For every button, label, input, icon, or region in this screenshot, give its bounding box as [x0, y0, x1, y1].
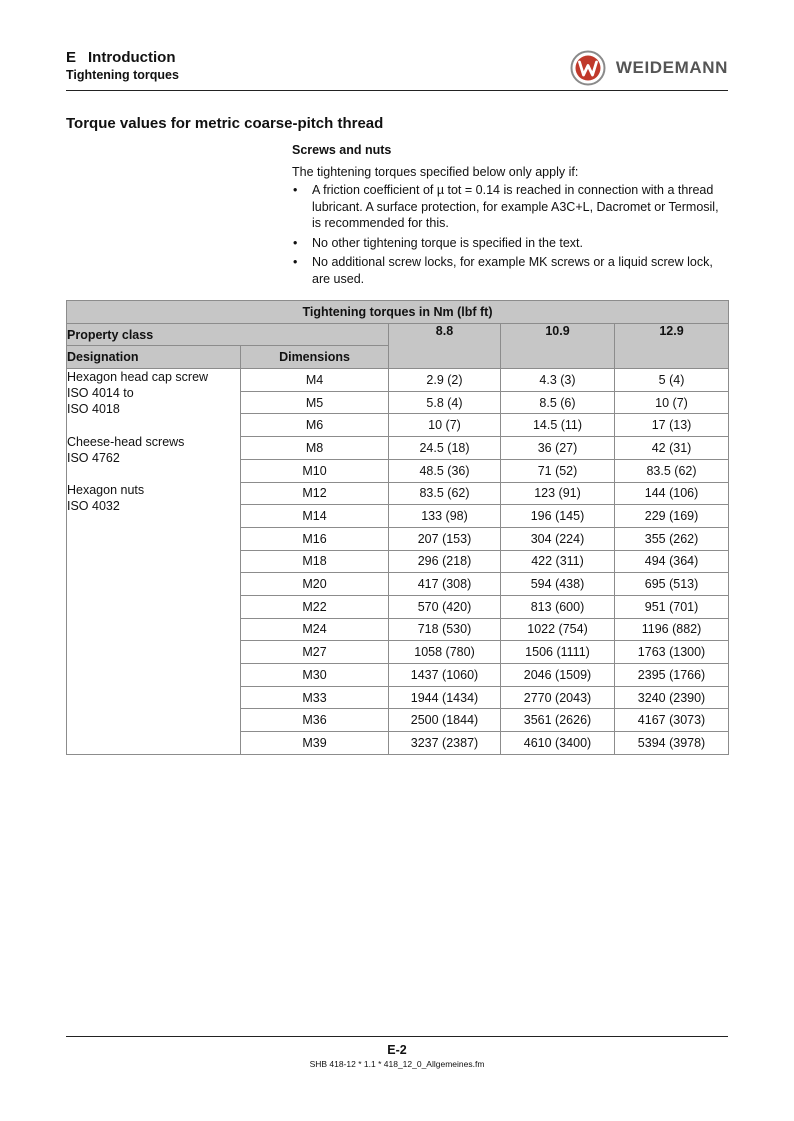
torque-cell-12-9: 695 (513): [615, 573, 729, 596]
designation-line: ISO 4014 to: [67, 386, 134, 401]
conditions-list: [292, 182, 728, 287]
weidemann-logo-icon: [570, 50, 606, 86]
torque-cell-12-9: 355 (262): [615, 527, 729, 550]
torque-cell-10-9: 304 (224): [501, 527, 615, 550]
torque-cell-10-9: 36 (27): [501, 437, 615, 460]
designation-spacer: [67, 466, 240, 482]
torque-cell-12-9: 229 (169): [615, 505, 729, 528]
dimension-cell: M36: [241, 709, 389, 732]
torque-cell-10-9: 4.3 (3): [501, 369, 615, 392]
footer-divider: [66, 1036, 728, 1037]
torque-cell-12-9: 1763 (1300): [615, 641, 729, 664]
designation-line: Cheese-head screws: [67, 434, 185, 449]
dimension-cell: M20: [241, 573, 389, 596]
designation-line: ISO 4018: [67, 402, 120, 417]
condition-item: • A friction coefficient of µ tot = 0.14 is reached in connection with a thread lubricant. A surface protection, for example A3C+L, Dacromet or Termosil, is recommended for this.: [292, 182, 728, 232]
class-header-8-8: 8.8: [389, 323, 501, 368]
dimension-cell: M27: [241, 641, 389, 664]
torque-cell-10-9: 123 (91): [501, 482, 615, 505]
class-header-10-9: 10.9: [501, 323, 615, 368]
header-divider: [66, 90, 728, 91]
designation-cell: [67, 369, 241, 755]
torque-cell-12-9: 5394 (3978): [615, 732, 729, 755]
dimension-cell: M16: [241, 527, 389, 550]
torque-cell-12-9: 5 (4): [615, 369, 729, 392]
designation-line: Hexagon head cap screw: [67, 370, 209, 385]
torque-cell-8-8: 417 (308): [389, 573, 501, 596]
designation-spacer: [67, 418, 240, 434]
dimension-cell: M5: [241, 391, 389, 414]
torque-cell-8-8: 718 (530): [389, 618, 501, 641]
intro-text: The tightening torques specified below only apply if:: [292, 164, 579, 179]
torque-cell-10-9: 8.5 (6): [501, 391, 615, 414]
torque-cell-8-8: 2500 (1844): [389, 709, 501, 732]
torque-cell-8-8: 24.5 (18): [389, 437, 501, 460]
torque-cell-8-8: 1437 (1060): [389, 664, 501, 687]
torque-cell-10-9: 3561 (2626): [501, 709, 615, 732]
torque-cell-12-9: 4167 (3073): [615, 709, 729, 732]
torque-cell-8-8: 570 (420): [389, 595, 501, 618]
chapter-letter: E: [66, 49, 77, 66]
torque-cell-8-8: 5.8 (4): [389, 391, 501, 414]
torque-table: [66, 300, 729, 755]
table-row: [67, 369, 729, 392]
torque-cell-8-8: 207 (153): [389, 527, 501, 550]
brand-logo: [570, 50, 728, 86]
torque-cell-10-9: 2770 (2043): [501, 686, 615, 709]
condition-item: • No additional screw locks, for example MK screws or a liquid screw lock, are used.: [292, 254, 728, 287]
torque-cell-10-9: 71 (52): [501, 459, 615, 482]
brand-name: WEIDEMANN: [615, 58, 728, 77]
torque-table-body: [67, 369, 729, 755]
torque-cell-8-8: 83.5 (62): [389, 482, 501, 505]
property-class-label: Property class: [67, 323, 389, 346]
torque-cell-10-9: 14.5 (11): [501, 414, 615, 437]
torque-cell-10-9: 2046 (1509): [501, 664, 615, 687]
torque-cell-8-8: 3237 (2387): [389, 732, 501, 755]
table-caption-row: [67, 301, 729, 324]
dimension-cell: M30: [241, 664, 389, 687]
torque-cell-12-9: 144 (106): [615, 482, 729, 505]
torque-cell-12-9: 1196 (882): [615, 618, 729, 641]
intro-title: Screws and nuts: [292, 143, 392, 157]
torque-cell-8-8: 1944 (1434): [389, 686, 501, 709]
dimension-cell: M4: [241, 369, 389, 392]
designation-label: Designation: [67, 346, 241, 369]
torque-cell-12-9: 494 (364): [615, 550, 729, 573]
dimension-cell: M24: [241, 618, 389, 641]
dimensions-label: Dimensions: [241, 346, 389, 369]
torque-cell-10-9: 4610 (3400): [501, 732, 615, 755]
torque-cell-10-9: 813 (600): [501, 595, 615, 618]
dimension-cell: M10: [241, 459, 389, 482]
torque-cell-10-9: 1506 (1111): [501, 641, 615, 664]
torque-cell-8-8: 133 (98): [389, 505, 501, 528]
torque-cell-12-9: 3240 (2390): [615, 686, 729, 709]
torque-cell-10-9: 196 (145): [501, 505, 615, 528]
section-title: Torque values for metric coarse-pitch thread: [66, 115, 384, 132]
dimension-cell: M39: [241, 732, 389, 755]
dimension-cell: M6: [241, 414, 389, 437]
dimension-cell: M8: [241, 437, 389, 460]
torque-cell-8-8: 296 (218): [389, 550, 501, 573]
property-class-row: [67, 323, 729, 346]
chapter-heading: [66, 49, 175, 66]
intro-block: [292, 142, 728, 290]
designation-line: ISO 4032: [67, 499, 120, 514]
class-header-12-9: 12.9: [615, 323, 729, 368]
page-number: E-2: [387, 1043, 407, 1057]
dimension-cell: M33: [241, 686, 389, 709]
torque-cell-8-8: 1058 (780): [389, 641, 501, 664]
torque-cell-12-9: 17 (13): [615, 414, 729, 437]
torque-cell-10-9: 1022 (754): [501, 618, 615, 641]
torque-cell-12-9: 10 (7): [615, 391, 729, 414]
dimension-cell: M12: [241, 482, 389, 505]
torque-cell-10-9: 594 (438): [501, 573, 615, 596]
dimension-cell: M14: [241, 505, 389, 528]
torque-cell-10-9: 422 (311): [501, 550, 615, 573]
designation-line: Hexagon nuts: [67, 483, 145, 498]
dimension-cell: M22: [241, 595, 389, 618]
torque-cell-12-9: 83.5 (62): [615, 459, 729, 482]
chapter-title: Introduction: [88, 49, 176, 66]
torque-cell-12-9: 951 (701): [615, 595, 729, 618]
page-header: [66, 47, 728, 91]
torque-cell-12-9: 2395 (1766): [615, 664, 729, 687]
torque-cell-8-8: 48.5 (36): [389, 459, 501, 482]
footer-reference: SHB 418-12 * 1.1 * 418_12_0_Allgemeines.fm: [309, 1059, 485, 1069]
condition-item: • No other tightening torque is specified in the text.: [292, 235, 728, 252]
table-caption: Tightening torques in Nm (lbf ft): [67, 301, 729, 324]
dimension-cell: M18: [241, 550, 389, 573]
torque-cell-12-9: 42 (31): [615, 437, 729, 460]
torque-cell-8-8: 2.9 (2): [389, 369, 501, 392]
torque-cell-8-8: 10 (7): [389, 414, 501, 437]
subsection-title: Tightening torques: [66, 68, 179, 82]
designation-line: ISO 4762: [67, 450, 120, 465]
